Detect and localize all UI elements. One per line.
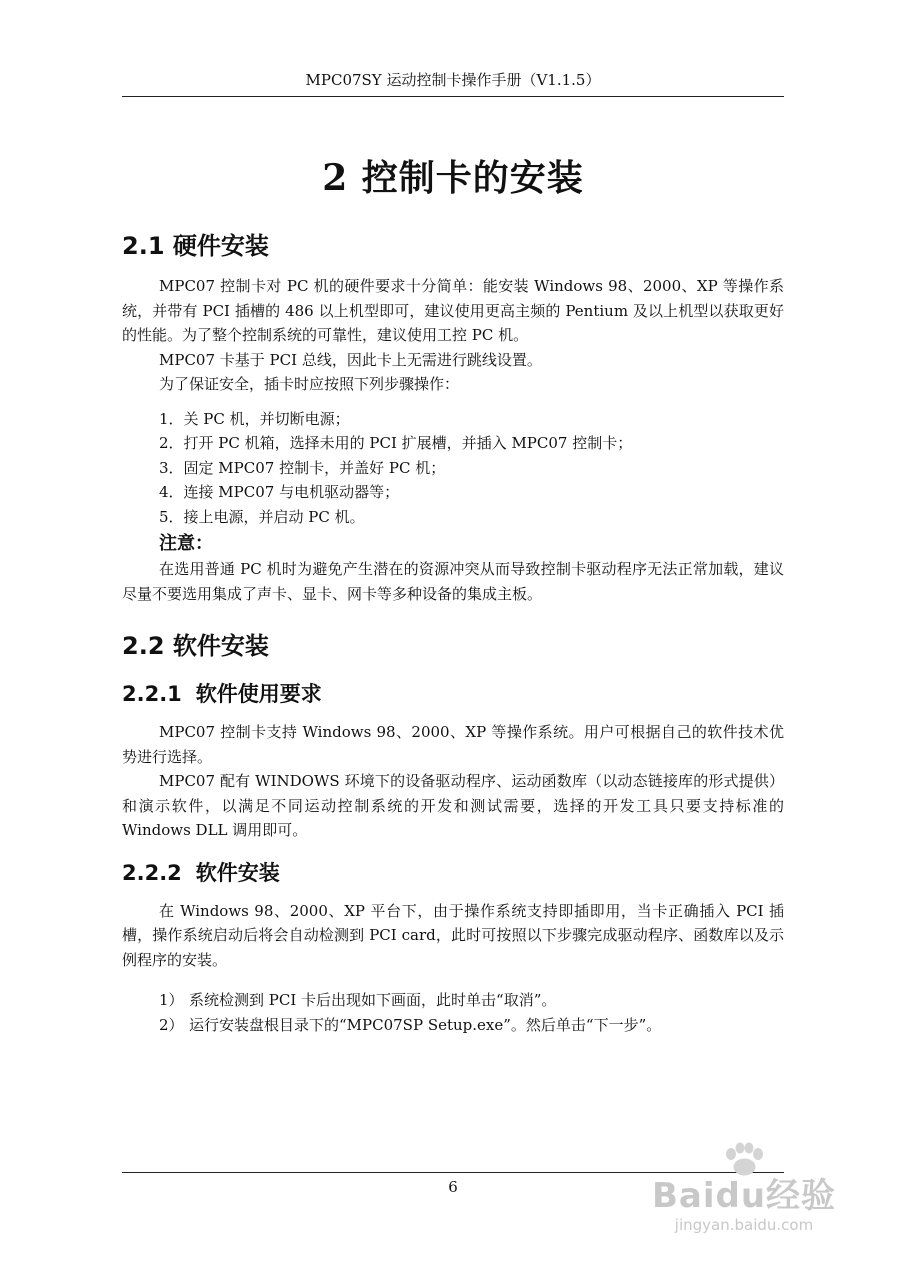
install-steps-list [122, 988, 784, 1037]
paragraph: 在 Windows 98、2000、XP 平台下，由于操作系统支持即插即用，当卡正确插入 PCI 插槽，操作系统启动后将会自动检测到 PCI card，此时可按照以下步骤完成驱动程序、函数库以及示例程序的安装。 [122, 901, 784, 969]
subsection-number: 2.2.1 [122, 682, 182, 706]
list-marker: 1） [159, 991, 184, 1009]
paw-icon [717, 1142, 771, 1176]
running-header: MPC07SY 运动控制卡操作手册（V1.1.5） [305, 71, 601, 89]
section-heading-software: 2.2 软件安装 [122, 632, 269, 660]
section-heading-hardware: 2.1 硬件安装 [122, 232, 269, 260]
paragraph: MPC07 配有 WINDOWS 环境下的设备驱动程序、运动函数库（以动态链接库的形式提供）和演示软件，以满足不同运动控制系统的开发和测试需要，选择的开发工具只要支持标准的 Windows DLL 调用即可。 [122, 772, 784, 839]
watermark-url: jingyan.baidu.com [674, 1216, 814, 1234]
note-paragraph: 在选用普通 PC 机时为避免产生潜在的资源冲突从而导致控制卡驱动程序无法正常加载，建议尽量不要选用集成了声卡、显卡、网卡等多种设备的集成主板。 [122, 560, 784, 603]
list-item-text: 系统检测到 PCI 卡后出现如下画面，此时单击“取消”。 [189, 991, 557, 1009]
chapter-title: 2 控制卡的安装 [322, 157, 584, 199]
subsection-heading-install [122, 857, 784, 889]
page-content [122, 150, 784, 1037]
list-item: 1．关 PC 机，并切断电源； [159, 409, 350, 428]
list-item [159, 988, 784, 1013]
list-item-text: 运行安装盘根目录下的“MPC07SP Setup.exe”。然后单击“下一步”。 [189, 1015, 662, 1034]
paragraph: MPC07 卡基于 PCI 总线，因此卡上无需进行跳线设置。 [159, 350, 542, 369]
hardware-steps-list [122, 407, 784, 530]
subsection-number: 2.2.2 [122, 860, 182, 885]
paragraph: MPC07 控制卡支持 Windows 98、2000、XP 等操作系统。用户可根据自己的软件技术优势进行选择。 [122, 723, 784, 766]
header-rule [122, 96, 784, 97]
list-item: 4．连接 MPC07 与电机驱动器等； [159, 483, 400, 501]
paragraph: 为了保证安全，插卡时应按照下列步骤操作： [159, 375, 460, 393]
subsection-heading-requirements [122, 678, 784, 710]
list-marker: 2） [159, 1015, 184, 1034]
paragraph: MPC07 控制卡对 PC 机的硬件要求十分简单：能安装 Windows 98、2000、XP 等操作系统，并带有 PCI 插槽的 486 以上机型即可，建议使用更高主频的 Pentium 及以上机型以获取更好的性能。为了整个控制系统的可靠性，建议使用工控 PC 机。 [122, 277, 784, 344]
page-number: 6 [448, 1178, 458, 1196]
list-item: 3．固定 MPC07 控制卡，并盖好 PC 机； [159, 458, 446, 477]
subsection-title: 软件安装 [195, 860, 280, 885]
note-title: 注意： [159, 533, 213, 554]
list-item [159, 1013, 784, 1038]
list-item: 5．接上电源，并启动 PC 机。 [159, 507, 365, 526]
list-item: 2．打开 PC 机箱，选择未用的 PCI 扩展槽，并插入 MPC07 控制卡； [159, 434, 633, 452]
baidu-watermark [644, 1142, 844, 1252]
subsection-title: 软件使用要求 [195, 682, 322, 706]
watermark-brand: Baidu经验 [651, 1176, 837, 1216]
